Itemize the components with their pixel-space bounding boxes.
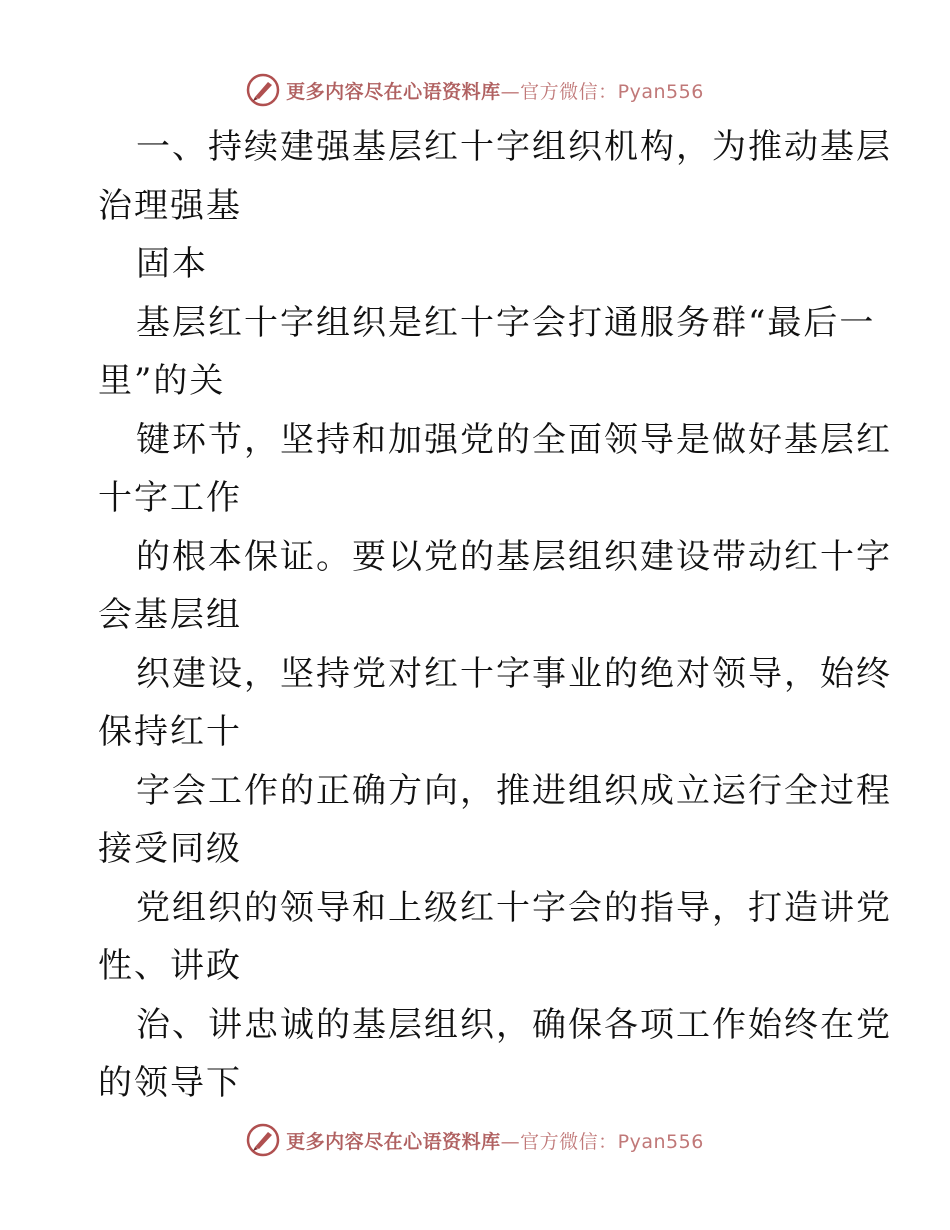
body-line: 基层红十字组织是红十字会打通服务群“最后一 bbox=[136, 302, 876, 343]
body-line: 十字工作 bbox=[98, 478, 242, 518]
footer-banner-contact: 官方微信：Pyan556 bbox=[520, 1130, 704, 1153]
footer-banner-main: 更多内容尽在心语资料库 bbox=[286, 1130, 501, 1153]
header-watermark-banner bbox=[0, 70, 950, 110]
body-line: 一、持续建强基层红十字组织机构，为推动基层 bbox=[136, 127, 892, 167]
body-line: 性、讲政 bbox=[98, 946, 242, 986]
body-line: 织建设，坚持党对红十字事业的绝对领导，始终 bbox=[136, 653, 892, 694]
body-line: 会基层组 bbox=[98, 595, 242, 635]
footer-banner-text bbox=[286, 1127, 704, 1154]
footer-watermark-banner bbox=[0, 1120, 950, 1160]
body-line: 保持红十 bbox=[98, 712, 242, 752]
body-line: 固本 bbox=[136, 244, 208, 284]
header-banner-contact: 官方微信：Pyan556 bbox=[520, 80, 704, 103]
header-banner-sep: — bbox=[500, 80, 521, 103]
header-banner-text bbox=[286, 77, 704, 104]
body-line: 键环节，坚持和加强党的全面领导是做好基层红 bbox=[136, 419, 892, 460]
body-line: 治理强基 bbox=[98, 185, 242, 226]
document-body bbox=[98, 118, 892, 1113]
body-line: 党组织的领导和上级红十字会的指导，打造讲党 bbox=[136, 887, 892, 928]
pen-logo-icon bbox=[246, 1123, 280, 1157]
body-line: 的根本保证。要以党的基层组织建设带动红十字 bbox=[136, 536, 892, 577]
body-line: 治、讲忠诚的基层组织，确保各项工作始终在党 bbox=[136, 1004, 892, 1045]
body-line: 字会工作的正确方向，推进组织成立运行全过程 bbox=[136, 770, 892, 811]
body-line: 接受同级 bbox=[98, 829, 242, 869]
pen-logo-icon bbox=[246, 73, 280, 107]
footer-banner-sep: — bbox=[500, 1130, 521, 1153]
body-line: 里”的关 bbox=[98, 361, 226, 401]
header-banner-main: 更多内容尽在心语资料库 bbox=[286, 80, 501, 103]
body-line: 的领导下 bbox=[98, 1063, 242, 1103]
